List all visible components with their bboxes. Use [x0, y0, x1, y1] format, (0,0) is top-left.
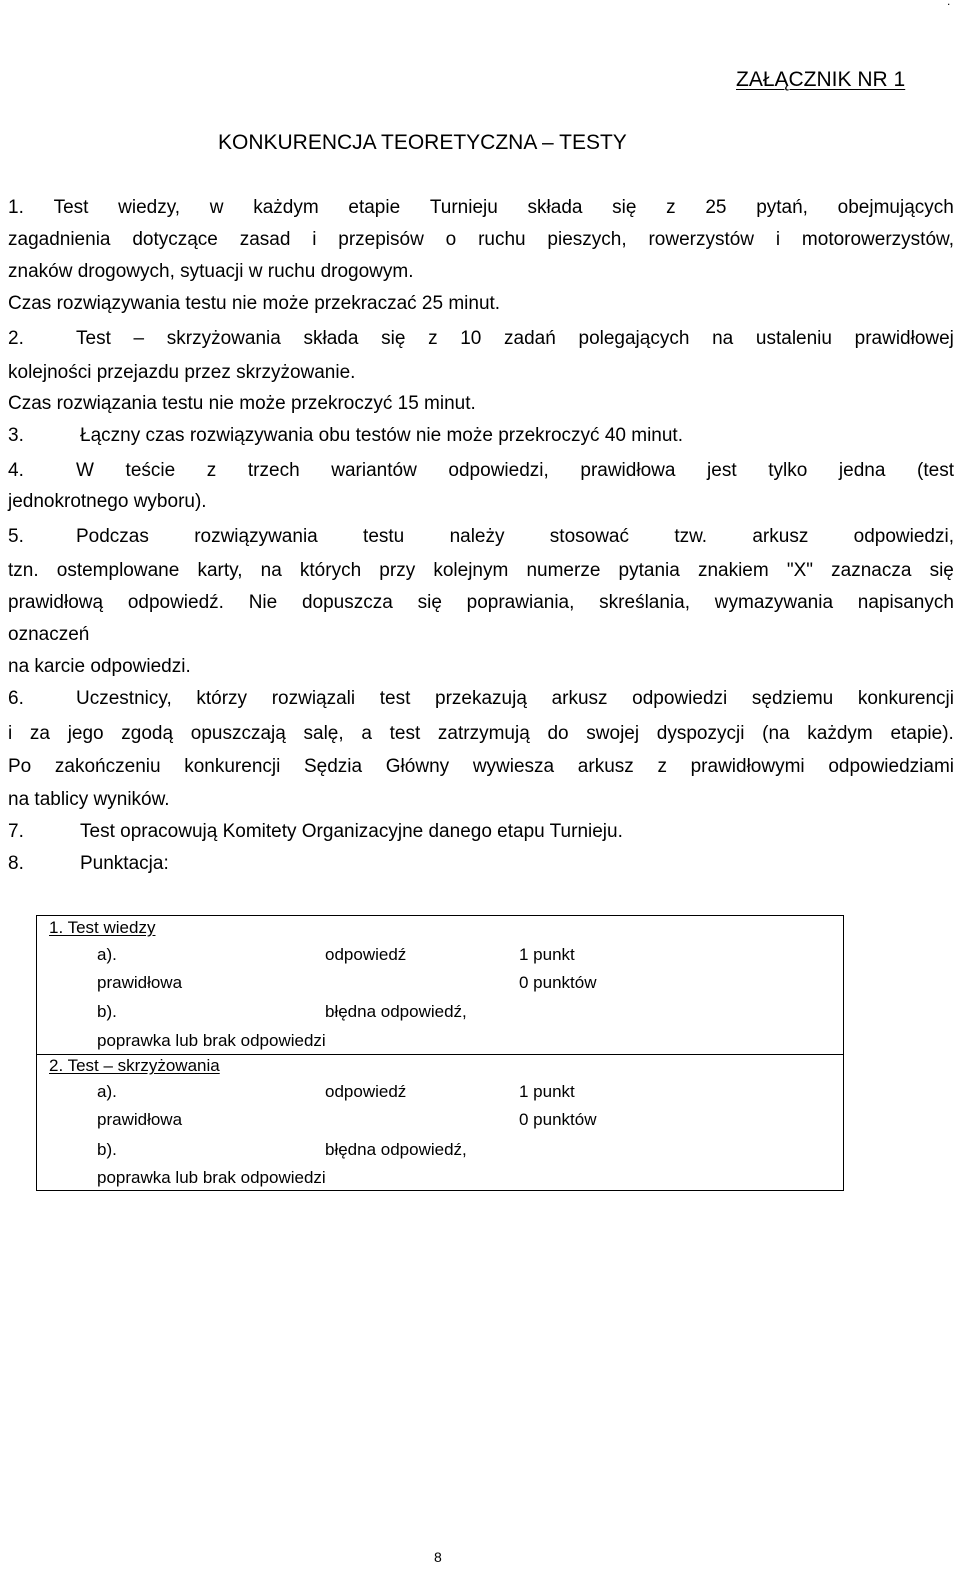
word: numerze: [526, 560, 601, 581]
word: motorowerzystów,: [801, 229, 954, 250]
word: polegających: [578, 328, 690, 349]
word: Uczestnicy,: [76, 688, 172, 709]
option-a-text: odpowiedź: [325, 1082, 407, 1101]
word: z: [206, 460, 217, 481]
word: składa: [303, 328, 359, 349]
word: każdym: [807, 723, 873, 744]
word: 10: [460, 328, 482, 349]
word: prawidłowa: [580, 460, 676, 481]
option-b-text-cont: poprawka lub brak odpowiedzi: [97, 1168, 326, 1187]
p2-line3: Czas rozwiązania testu nie może przekroczyć 15 minut.: [8, 393, 476, 414]
p1-line2: [8, 224, 954, 256]
word: o: [445, 229, 457, 250]
word: prawidłowej: [854, 328, 954, 349]
p7-line: [8, 816, 623, 848]
word: odpowiedzi,: [448, 460, 549, 481]
word: obejmujących: [837, 197, 954, 218]
word: jedna: [838, 460, 886, 481]
p1-line3: znaków drogowych, sytuacji w ruchu drogowym.: [8, 261, 414, 282]
p6-line3: [8, 751, 954, 783]
word: (na: [762, 723, 790, 744]
p6-line1: [8, 683, 954, 715]
option-b-points: 0 punktów: [519, 1110, 597, 1129]
word: przepisów: [338, 229, 424, 250]
word: wiedzy,: [118, 197, 181, 218]
word: na: [712, 328, 734, 349]
word: znakiem: [697, 560, 769, 581]
word: jest: [707, 460, 737, 481]
word: składa: [527, 197, 583, 218]
word: test: [379, 688, 411, 709]
word: napisanych: [857, 592, 954, 613]
table-section-title: 2. Test – skrzyżowania: [49, 1056, 220, 1075]
word: pytania: [618, 560, 680, 581]
word: za: [29, 723, 50, 744]
word: arkusz: [551, 688, 608, 709]
word: salę,: [303, 723, 344, 744]
p4-line1: [8, 455, 954, 487]
word: jego: [67, 723, 104, 744]
annex-title: ZAŁĄCZNIK NR 1: [736, 68, 906, 91]
p5-line2: [8, 555, 954, 587]
word: (test: [917, 460, 954, 481]
word: którzy: [196, 688, 248, 709]
p7-text: Test opracowują Komitety Organizacyjne danego etapu Turnieju.: [80, 821, 623, 842]
p2-line1: [8, 323, 954, 355]
option-b-points: 0 punktów: [519, 973, 597, 992]
p1-line4: Czas rozwiązywania testu nie może przekraczać 25 minut.: [8, 293, 501, 314]
word: wywiesza: [472, 756, 555, 777]
line-words: [76, 455, 954, 487]
p5-line3: [8, 587, 954, 619]
option-b-label: b).: [97, 1140, 117, 1159]
line-words: [76, 683, 954, 715]
word: rowerzystów: [648, 229, 755, 250]
word: Główny: [385, 756, 450, 777]
word: etapie).: [890, 723, 954, 744]
word: 25: [705, 197, 727, 218]
paragraph-number: 4.: [8, 460, 24, 481]
word: na: [260, 560, 282, 581]
word: dotyczące: [132, 229, 218, 250]
page-number: 8: [434, 1549, 442, 1565]
word: zgodą: [121, 723, 174, 744]
word: prawidłowymi: [690, 756, 805, 777]
word: w: [209, 197, 224, 218]
word: skrzyżowania: [166, 328, 281, 349]
word: odpowiedzi: [632, 688, 728, 709]
table-section-title: 1. Test wiedzy: [49, 918, 156, 937]
word: arkusz: [577, 756, 634, 777]
word: pieszych,: [547, 229, 627, 250]
word: przy: [379, 560, 416, 581]
word: arkusz: [752, 526, 809, 547]
word: "X": [786, 560, 814, 581]
word: dyspozycji: [656, 723, 745, 744]
word: odpowiedziami: [828, 756, 954, 777]
word: Nie: [248, 592, 278, 613]
word: karty,: [197, 560, 243, 581]
word: skreślania,: [599, 592, 690, 613]
word: Turnieju: [429, 197, 498, 218]
word: dopuszcza: [301, 592, 393, 613]
option-a-text-cont: prawidłowa: [97, 973, 183, 992]
word: W: [76, 460, 94, 481]
word: sędziemu: [751, 688, 834, 709]
word: ustaleniu: [755, 328, 832, 349]
word: z: [657, 756, 667, 777]
p5-line4: oznaczeń: [8, 624, 90, 645]
word: pytań,: [756, 197, 808, 218]
word: wymazywania: [714, 592, 834, 613]
word: się: [381, 328, 406, 349]
word: odpowiedź.: [127, 592, 224, 613]
word: tylko: [768, 460, 808, 481]
p7-number: 7.: [8, 821, 24, 842]
line-words: [76, 323, 954, 355]
p8-text: Punktacja:: [80, 853, 169, 874]
option-b-label: b).: [97, 1002, 117, 1021]
p6-line4: na tablicy wyników.: [8, 789, 170, 810]
word: zatrzymują: [437, 723, 530, 744]
option-a-text: odpowiedź: [325, 945, 407, 964]
word: test: [389, 723, 421, 744]
word: wariantów: [331, 460, 417, 481]
word: się: [417, 592, 442, 613]
word: należy: [449, 526, 505, 547]
option-b-text: błędna odpowiedź,: [325, 1002, 467, 1021]
word: i: [8, 723, 13, 744]
word: teście: [125, 460, 176, 481]
word: konkurencji: [857, 688, 954, 709]
paragraph-number: 6.: [8, 688, 24, 709]
p3-line: [8, 420, 683, 452]
p8-number: 8.: [8, 853, 24, 874]
word: tzn.: [8, 560, 39, 581]
line-words: [76, 521, 954, 553]
word: zadań: [504, 328, 556, 349]
word: ruchu: [478, 229, 526, 250]
p6-line2: [8, 718, 954, 750]
word: testu: [363, 526, 405, 547]
word: 1.: [8, 197, 24, 218]
page-title: KONKURENCJA TEORETYCZNA – TESTY: [218, 131, 627, 154]
word: Podczas: [76, 526, 149, 547]
word: stosować: [549, 526, 629, 547]
word: z: [666, 197, 676, 218]
word: się: [929, 560, 954, 581]
word: ostemplowane: [56, 560, 180, 581]
word: kolejnym: [433, 560, 509, 581]
word: swojej: [586, 723, 640, 744]
word: przekazują: [435, 688, 527, 709]
p2-line2: kolejności przejazdu przez skrzyżowanie.: [8, 362, 356, 383]
option-a-label: a).: [97, 1082, 117, 1101]
word: zasad: [239, 229, 291, 250]
word: których: [299, 560, 362, 581]
word: każdym: [253, 197, 319, 218]
table-divider: [37, 1054, 843, 1055]
option-a-label: a).: [97, 945, 117, 964]
word: i: [312, 229, 317, 250]
p1-line1: [8, 192, 954, 224]
paragraph-number: 2.: [8, 328, 24, 349]
p4-line2: jednokrotnego wyboru).: [8, 491, 207, 512]
word: zaznacza: [831, 560, 912, 581]
word: odpowiedzi,: [853, 526, 954, 547]
paragraph-number: 5.: [8, 526, 24, 547]
word: trzech: [247, 460, 300, 481]
word: opuszczają: [190, 723, 286, 744]
word: tzw.: [674, 526, 708, 547]
p5-line5: na karcie odpowiedzi.: [8, 656, 191, 677]
option-b-text-cont: poprawka lub brak odpowiedzi: [97, 1031, 326, 1050]
word: –: [133, 328, 145, 349]
p3-text: Łączny czas rozwiązywania obu testów nie może przekroczyć 40 minut.: [80, 425, 683, 446]
word: etapie: [348, 197, 401, 218]
option-a-points: 1 punkt: [519, 945, 575, 964]
word: a: [361, 723, 372, 744]
word: i: [775, 229, 781, 250]
corner-mark: .: [947, 0, 951, 8]
word: zakończeniu: [54, 756, 161, 777]
word: z: [428, 328, 438, 349]
word: zagadnienia: [8, 229, 111, 250]
p3-number: 3.: [8, 425, 24, 446]
word: Test: [53, 197, 89, 218]
word: prawidłową: [8, 592, 104, 613]
p5-line1: [8, 521, 954, 553]
option-b-text: błędna odpowiedź,: [325, 1140, 467, 1159]
word: Sędzia: [304, 756, 363, 777]
word: do: [547, 723, 569, 744]
word: konkurencji: [184, 756, 281, 777]
word: się: [612, 197, 637, 218]
p8-line: [8, 848, 169, 880]
scoring-table: [36, 915, 844, 1191]
word: rozwiązywania: [194, 526, 318, 547]
option-a-text-cont: prawidłowa: [97, 1110, 183, 1129]
word: Test: [76, 328, 111, 349]
word: rozwiązali: [271, 688, 356, 709]
word: Po: [8, 756, 32, 777]
word: poprawiania,: [466, 592, 575, 613]
option-a-points: 1 punkt: [519, 1082, 575, 1101]
